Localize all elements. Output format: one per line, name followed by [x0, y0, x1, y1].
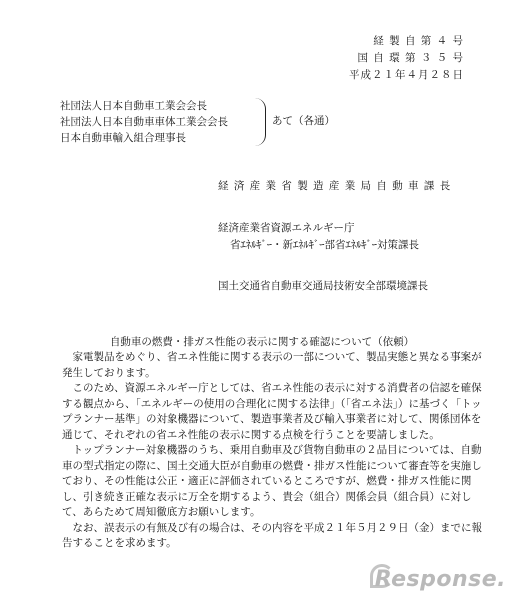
body-paragraph-2: このため、資源エネルギー庁としては、省エネ性能の表示に対する消費者の信認を確保する観点から、「エネルギーの使用の合理化に関する法律」（「省エネ法」）に基づく「トップランナー基準」の対象機器について、製造事業者及び輸入事業者に対して、関係団体を通じて、それぞれの省エネ性能の表示に関する点検を行うことを要請しました。: [62, 382, 482, 441]
sender-energy-department: 省ｴﾈﾙｷﾞｰ・新ｴﾈﾙｷﾞｰ部省ｴﾈﾙｷﾞｰ対策課長: [230, 239, 419, 251]
document-number-1: 経 製 自 第 ４ 号: [373, 35, 464, 47]
sender-energy-agency: 経済産業省資源エネルギー庁: [218, 222, 355, 234]
document-date: 平成２１年４月２８日: [349, 69, 464, 81]
addressee-brace: [255, 98, 266, 146]
addressee-1: 社団法人日本自動車工業会会長: [60, 100, 207, 112]
sender-mlit: 国土交通省自動車交通局技術安全部環境課長: [218, 280, 428, 292]
document-number-2: 国 自 環 第 ３ ５ 号: [357, 52, 464, 64]
body-paragraph-4: なお、誤表示の有無及び有の場合は、その内容を平成２１年５月２９日（金）までに報告することを求めます。: [62, 521, 482, 549]
watermark-text: Response.: [374, 567, 506, 592]
addressee-suffix: あて（各通）: [272, 115, 335, 127]
document-body: [62, 350, 482, 552]
addressee-2: 社団法人日本自動車車体工業会会長: [60, 116, 228, 128]
addressee-3: 日本自動車輸入組合理事長: [60, 132, 186, 144]
body-paragraph-1: 家電製品をめぐり、省エネ性能に関する表示の一部について、製品実態と異なる事案が発生しております。: [62, 351, 482, 379]
sender-meti-bureau: 経 済 産 業 省 製 造 産 業 局 自 動 車 課 長: [218, 180, 452, 192]
body-paragraph-3: トップランナー対象機器のうち、乗用自動車及び貨物自動車の２品目については、自動車の型式指定の際に、国土交通大臣が自動車の燃費・排ガス性能について審査等を実施しており、その性能は公正・適正に評価されているところですが、燃費・排ガス性能に関し、引き続き正確な表示に万全を期するよう、貴会（組合）関係会員（組合員）に対して、あらためて周知徹底方お願いします。: [62, 444, 482, 518]
document-title: 自動車の燃費・排ガス性能の表示に関する確認について（依頼）: [109, 336, 415, 348]
